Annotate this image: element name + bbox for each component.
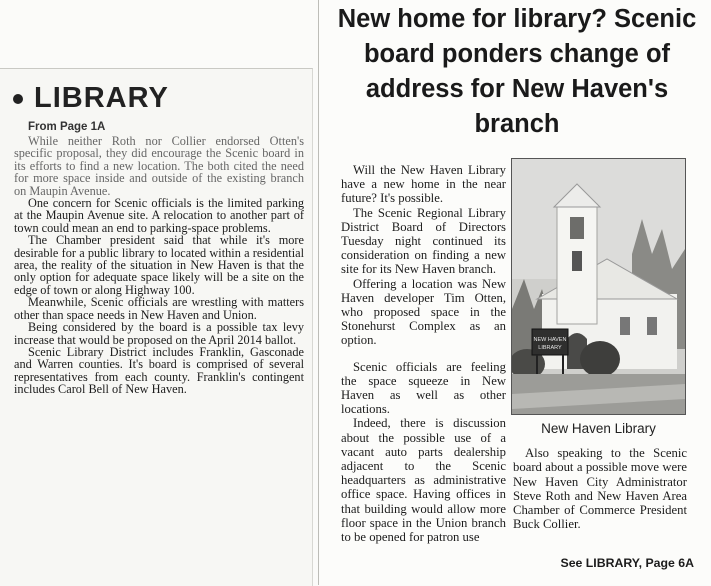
article-paragraph: Indeed, there is discussion about the possible use of a vacant auto parts dealership adjacent to the Scenic headquarters as administrative office space. Having offices in that building would allow more floor space in the Union branch to be opened for patron use [341,416,506,545]
left-clipping [0,68,313,586]
article-paragraph: Also speaking to the Scenic board about a possible move were New Haven City Administrator Steve Roth and New Haven Area Chamber of Commerce President Buck Collier. [513,446,687,532]
left-paragraph: Meanwhile, Scenic officials are wrestling with matters other than space needs in New Haven and Union. [14,295,304,322]
library-sign-text: NEW HAVEN [533,337,567,343]
left-paragraph: Being considered by the board is a possible tax levy increase that would be proposed on the April 2014 ballot. [14,320,304,347]
svg-text:LIBRARY: LIBRARY [538,345,562,351]
left-paragraph: While neither Roth nor Collier endorsed Otten's specific proposal, they did encourage the Scenic board in its efforts to find a new location. The both cited the need for more space inside and outside of the existing branch on Maupin Avenue. [14,134,304,198]
article-column-2 [513,446,687,532]
article-paragraph: The Scenic Regional Library District Board of Directors Tuesday night continued its consideration on finding a new site for its New Haven branch. [341,205,506,277]
article-paragraph: Scenic officials are feeling the space squeeze in New Haven as well as other locations. [341,359,506,417]
jump-line: See LIBRARY, Page 6A [560,556,694,570]
article-paragraph: Offering a location was New Haven developer Tim Otten, who proposed space in the Stonehurst Complex as an option. [341,276,506,348]
continued-from-label: From Page 1A [28,121,106,133]
right-clipping [318,0,711,585]
photo-caption: New Haven Library [541,421,656,436]
article-paragraph: Will the New Haven Library have a new home in the near future? It's possible. [341,163,506,206]
library-photo [511,158,686,415]
left-article-body [14,135,304,396]
section-kicker: LIBRARY [13,82,169,115]
bullet-icon [13,94,23,104]
left-paragraph: One concern for Scenic officials is the limited parking at the Maupin Avenue site. A relocation to another part of town could mean an end to parking-space problems. [14,196,304,235]
left-paragraph: The Chamber president said that while it's more desirable for a public library to located within a residential area, the reality of the situation in New Haven is that the only option for adequate space likely will be a site on the edge of town or along Highway 100. [14,233,304,297]
article-headline: New home for library? Scenic board ponders change of address for New Haven's branch [337,5,697,138]
article-column-1 [341,163,506,544]
left-paragraph: Scenic Library District includes Franklin, Gasconade and Warren counties. It's board is comprised of several representatives from each county. Franklin's contingent includes Carol Bell of New Haven. [14,344,304,397]
